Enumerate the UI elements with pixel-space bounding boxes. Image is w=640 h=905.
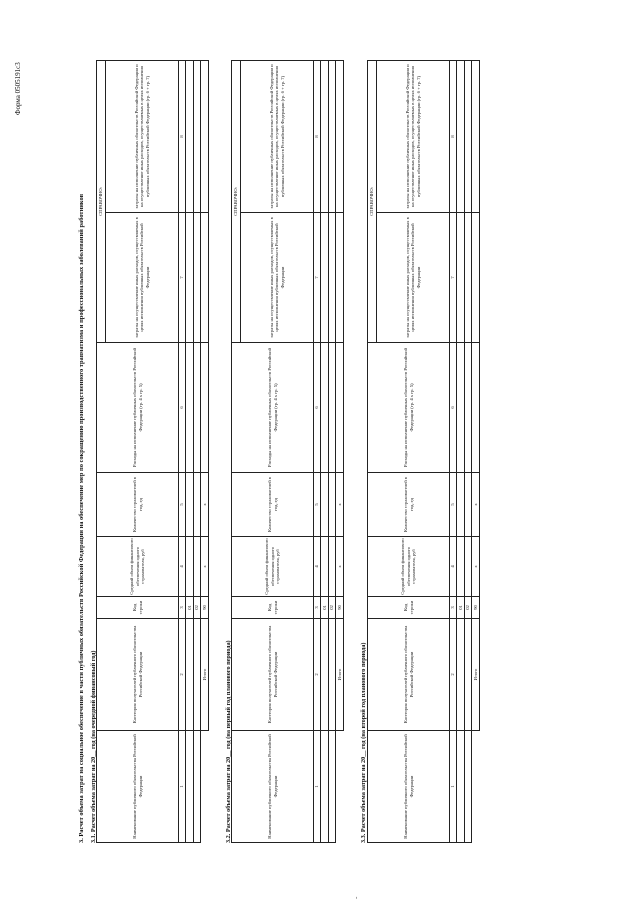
col-num: 4 bbox=[179, 537, 186, 597]
table-row bbox=[464, 61, 472, 843]
col-num: 4 bbox=[314, 537, 321, 597]
cell[interactable] bbox=[457, 343, 465, 473]
cell[interactable] bbox=[186, 619, 194, 731]
total-row bbox=[336, 61, 344, 843]
header-category: Категория получателей публичного обязательства Российской Федерации bbox=[97, 619, 179, 731]
cell[interactable] bbox=[457, 473, 465, 537]
table-row bbox=[457, 61, 465, 843]
header-code: Код строки bbox=[97, 597, 179, 619]
col-num: 5 bbox=[314, 473, 321, 537]
total-x: x bbox=[201, 473, 209, 537]
col-num: 3 bbox=[179, 597, 186, 619]
cell[interactable] bbox=[457, 537, 465, 597]
table-row bbox=[328, 61, 336, 843]
header-reference: СПРАВОЧНО: bbox=[368, 61, 377, 343]
col-num: 7 bbox=[450, 213, 457, 343]
total-label: Итого bbox=[336, 619, 344, 731]
header-avg: Средний объем финансового обеспечения одного страхователя, руб bbox=[368, 537, 450, 597]
cell[interactable] bbox=[186, 343, 194, 473]
row-code: 01 bbox=[186, 597, 194, 619]
row-code: 02 bbox=[193, 597, 201, 619]
header-ref1: затраты на осуществление иных расходов, осуществляемых в целях исполнения публичных обязательств Российской Федерации bbox=[241, 213, 314, 343]
blank-cell bbox=[336, 731, 344, 843]
cell[interactable] bbox=[193, 537, 201, 597]
cell[interactable] bbox=[464, 473, 472, 537]
table-row bbox=[193, 61, 201, 843]
total-label: Итого bbox=[472, 619, 480, 731]
header-avg: Средний объем финансового обеспечения одного страхователя, руб bbox=[232, 537, 314, 597]
header-avg: Средний объем финансового обеспечения одного страхователя, руб bbox=[97, 537, 179, 597]
cell[interactable] bbox=[328, 473, 336, 537]
cell[interactable] bbox=[464, 731, 472, 843]
col-num: 6 bbox=[450, 343, 457, 473]
header-count: Количество страхователей в год, ед bbox=[232, 473, 314, 537]
cell[interactable] bbox=[328, 619, 336, 731]
cell[interactable] bbox=[201, 61, 209, 213]
header-name: Наименование публичного обязательства Российской Федерации bbox=[232, 731, 314, 843]
col-num: 8 bbox=[179, 61, 186, 213]
header-name: Наименование публичного обязательства Российской Федерации bbox=[368, 731, 450, 843]
table-row bbox=[186, 61, 194, 843]
col-num: 1 bbox=[179, 731, 186, 843]
header-ref2: затраты на исполнение публичных обязательств Российской Федерации и на осуществление иных расходов, осуществляемых в целях исполнения публичных обязательств Российской Федерации (гр. 6 + гр. 7) bbox=[106, 61, 179, 213]
cell[interactable] bbox=[186, 731, 194, 843]
cell[interactable] bbox=[464, 343, 472, 473]
col-num: 2 bbox=[450, 619, 457, 731]
total-x: x bbox=[472, 473, 480, 537]
subsection-title-1: 3.1. Расчет объема затрат на 20__ год (на очередной финансовый год) bbox=[90, 650, 97, 843]
cell[interactable] bbox=[336, 213, 344, 343]
cell[interactable] bbox=[464, 213, 472, 343]
header-category: Категория получателей публичного обязательства Российской Федерации bbox=[232, 619, 314, 731]
cell[interactable] bbox=[193, 343, 201, 473]
blank-cell bbox=[201, 731, 209, 843]
cell[interactable] bbox=[321, 343, 329, 473]
cell[interactable] bbox=[186, 213, 194, 343]
cell[interactable] bbox=[193, 473, 201, 537]
cell[interactable] bbox=[472, 61, 480, 213]
cell[interactable] bbox=[457, 619, 465, 731]
cell[interactable] bbox=[193, 61, 201, 213]
col-num: 3 bbox=[314, 597, 321, 619]
cell[interactable] bbox=[193, 731, 201, 843]
cell[interactable] bbox=[464, 61, 472, 213]
cell[interactable] bbox=[186, 473, 194, 537]
cell[interactable] bbox=[201, 213, 209, 343]
col-num: 1 bbox=[450, 731, 457, 843]
header-reference: СПРАВОЧНО: bbox=[232, 61, 241, 343]
header-code: Код строки bbox=[232, 597, 314, 619]
col-num: 3 bbox=[450, 597, 457, 619]
cell[interactable] bbox=[193, 213, 201, 343]
total-x: x bbox=[472, 537, 480, 597]
col-num: 2 bbox=[314, 619, 321, 731]
table-row bbox=[321, 61, 329, 843]
cell[interactable] bbox=[336, 343, 344, 473]
total-x: x bbox=[336, 473, 344, 537]
total-label: Итого bbox=[201, 619, 209, 731]
header-name: Наименование публичного обязательства Российской Федерации bbox=[97, 731, 179, 843]
cell[interactable] bbox=[201, 343, 209, 473]
cell[interactable] bbox=[321, 537, 329, 597]
cell[interactable] bbox=[321, 619, 329, 731]
col-num: 2 bbox=[179, 619, 186, 731]
blank-cell bbox=[472, 731, 480, 843]
cell[interactable] bbox=[328, 61, 336, 213]
col-num: 8 bbox=[314, 61, 321, 213]
col-num: 7 bbox=[314, 213, 321, 343]
col-num: 4 bbox=[450, 537, 457, 597]
section-title: 3. Расчет объема затрат на социальное обеспечение в части публичных обязательств Российской Федерации на обеспечение мер по сокращению производственного травматизма и профессиональных заболеваний работников bbox=[78, 193, 85, 843]
form-code: Форма 0505191с3 bbox=[14, 62, 22, 115]
cell[interactable] bbox=[328, 213, 336, 343]
cell[interactable] bbox=[328, 731, 336, 843]
header-expenses: Расходы на исполнение публичных обязательств Российской Федерации (гр. 4 х гр. 5) bbox=[232, 343, 314, 473]
cell[interactable] bbox=[328, 537, 336, 597]
col-num: 7 bbox=[179, 213, 186, 343]
total-row bbox=[472, 61, 480, 843]
header-ref2: затраты на исполнение публичных обязательств Российской Федерации и на осуществление иных расходов, осуществляемых в целях исполнения публичных обязательств Российской Федерации (гр. 6 + гр. 7) bbox=[377, 61, 450, 213]
col-num: 5 bbox=[179, 473, 186, 537]
header-ref1: затраты на осуществление иных расходов, осуществляемых в целях исполнения публичных обязательств Российской Федерации bbox=[106, 213, 179, 343]
header-expenses: Расходы на исполнение публичных обязательств Российской Федерации (гр. 4 х гр. 5) bbox=[368, 343, 450, 473]
total-x: x bbox=[336, 537, 344, 597]
cell[interactable] bbox=[321, 213, 329, 343]
cell[interactable] bbox=[457, 213, 465, 343]
row-code: 01 bbox=[321, 597, 329, 619]
total-row bbox=[201, 61, 209, 843]
page-mark: - bbox=[352, 896, 360, 899]
calc-table-2 bbox=[231, 60, 344, 843]
calc-table-3 bbox=[367, 60, 480, 843]
header-category: Категория получателей публичного обязательства Российской Федерации bbox=[368, 619, 450, 731]
cell[interactable] bbox=[472, 343, 480, 473]
header-count: Количество страхователей в год, ед bbox=[97, 473, 179, 537]
calc-table-1 bbox=[96, 60, 209, 843]
subsection-title-3: 3.3. Расчет объема затрат на 20__ год (на второй год планового периода) bbox=[360, 642, 367, 843]
cell[interactable] bbox=[193, 619, 201, 731]
cell[interactable] bbox=[328, 343, 336, 473]
col-num: 1 bbox=[314, 731, 321, 843]
row-code: 02 bbox=[328, 597, 336, 619]
total-x: x bbox=[201, 537, 209, 597]
col-num: 6 bbox=[314, 343, 321, 473]
cell[interactable] bbox=[186, 61, 194, 213]
header-count: Количество страхователей в год, ед bbox=[368, 473, 450, 537]
col-num: 8 bbox=[450, 61, 457, 213]
header-code: Код строки bbox=[368, 597, 450, 619]
cell[interactable] bbox=[457, 61, 465, 213]
row-code: 01 bbox=[457, 597, 465, 619]
cell[interactable] bbox=[321, 473, 329, 537]
cell[interactable] bbox=[321, 61, 329, 213]
row-code: 02 bbox=[464, 597, 472, 619]
col-num: 6 bbox=[179, 343, 186, 473]
total-code: 90 bbox=[336, 597, 344, 619]
total-code: 90 bbox=[201, 597, 209, 619]
cell[interactable] bbox=[457, 731, 465, 843]
header-ref1: затраты на осуществление иных расходов, осуществляемых в целях исполнения публичных обязательств Российской Федерации bbox=[377, 213, 450, 343]
cell[interactable] bbox=[464, 537, 472, 597]
col-num: 5 bbox=[450, 473, 457, 537]
subsection-title-2: 3.2. Расчет объема затрат на 20__ год (на первый год планового периода) bbox=[225, 640, 232, 843]
cell[interactable] bbox=[321, 731, 329, 843]
cell[interactable] bbox=[472, 213, 480, 343]
header-expenses: Расходы на исполнение публичных обязательств Российской Федерации (гр. 4 х гр. 5) bbox=[97, 343, 179, 473]
total-code: 90 bbox=[472, 597, 480, 619]
cell[interactable] bbox=[336, 61, 344, 213]
cell[interactable] bbox=[186, 537, 194, 597]
header-reference: СПРАВОЧНО: bbox=[97, 61, 106, 343]
cell[interactable] bbox=[464, 619, 472, 731]
header-ref2: затраты на исполнение публичных обязательств Российской Федерации и на осуществление иных расходов, осуществляемых в целях исполнения публичных обязательств Российской Федерации (гр. 6 + гр. 7) bbox=[241, 61, 314, 213]
